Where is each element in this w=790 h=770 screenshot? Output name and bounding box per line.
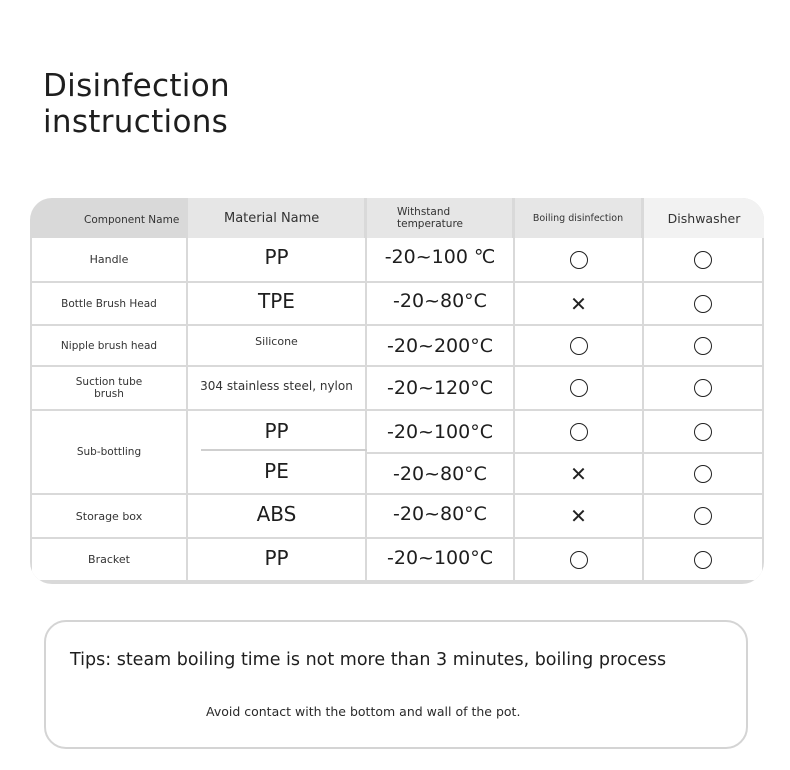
cell-temperature: -20~80°C [367,495,513,537]
header-dishwasher: Dishwasher [644,198,764,238]
cell-component: Nipple brush head [32,326,186,365]
cell-material: TPE [188,283,365,324]
cell-material: PP [188,411,365,493]
cell-dishwasher [644,539,762,580]
header-component-name: Component Name [84,214,180,226]
circle-icon [570,251,588,269]
cell-component: Bracket [32,539,186,580]
circle-icon [694,295,712,313]
cell-temperature: -20~100°C [367,411,513,452]
page-title: Disinfection instructions [43,68,230,140]
cell-temperature: -20~100°C [367,539,513,580]
cell-component-merged: Sub-bottling [32,411,186,493]
header-withstand-temperature: Withstand temperature [367,198,512,238]
circle-icon [694,423,712,441]
cell-material: PP [188,539,365,580]
cell-boiling [515,411,642,452]
cell-component: Suction tube brush [32,367,186,409]
cell-material: ABS [188,495,365,537]
disinfection-table [30,198,764,584]
tips-text: Tips: steam boiling time is not more than 3 minutes, boiling process [70,650,667,670]
circle-icon [694,337,712,355]
circle-icon [570,379,588,397]
cell-boiling [515,238,642,281]
header-boiling-disinfection: Boiling disinfection [515,198,641,238]
cell-dishwasher [644,283,762,324]
cell-boiling [515,367,642,409]
cell-material: PE [264,459,289,483]
cell-dishwasher [644,411,762,452]
cell-component: Bottle Brush Head [32,283,186,324]
cell-boiling [515,283,642,324]
cell-dishwasher [644,326,762,365]
circle-icon [570,337,588,355]
cell-dishwasher [644,495,762,537]
cell-component: Handle [32,238,186,281]
cell-dishwasher [644,367,762,409]
tips-box [44,620,748,749]
cross-icon: ✕ [570,504,587,528]
tips-subtext: Avoid contact with the bottom and wall of the pot. [206,704,521,719]
cell-material: 304 stainless steel, nylon [188,367,365,409]
cell-material: PP [188,238,365,281]
cell-component: Storage box [32,495,186,537]
cell-temperature: -20~120°C [367,367,513,409]
cell-temperature: -20~200°C [367,326,513,365]
header-material-name: Material Name [188,198,364,238]
circle-icon [694,251,712,269]
sub-divider [201,449,367,451]
cell-boiling [515,454,642,493]
cell-boiling [515,495,642,537]
cross-icon: ✕ [570,461,587,486]
cell-dishwasher [644,454,762,493]
circle-icon [694,465,712,483]
cell-material: Silicone [188,326,365,365]
cell-dishwasher [644,238,762,281]
circle-icon [570,551,588,569]
circle-icon [694,551,712,569]
cross-icon: ✕ [570,291,587,316]
circle-icon [694,379,712,397]
cell-boiling [515,326,642,365]
cell-temperature: -20~80°C [367,454,513,493]
cell-temperature: -20~80°C [367,283,513,324]
cell-temperature: -20~100 ℃ [367,238,513,281]
cell-boiling [515,539,642,580]
circle-icon [694,507,712,525]
circle-icon [570,423,588,441]
